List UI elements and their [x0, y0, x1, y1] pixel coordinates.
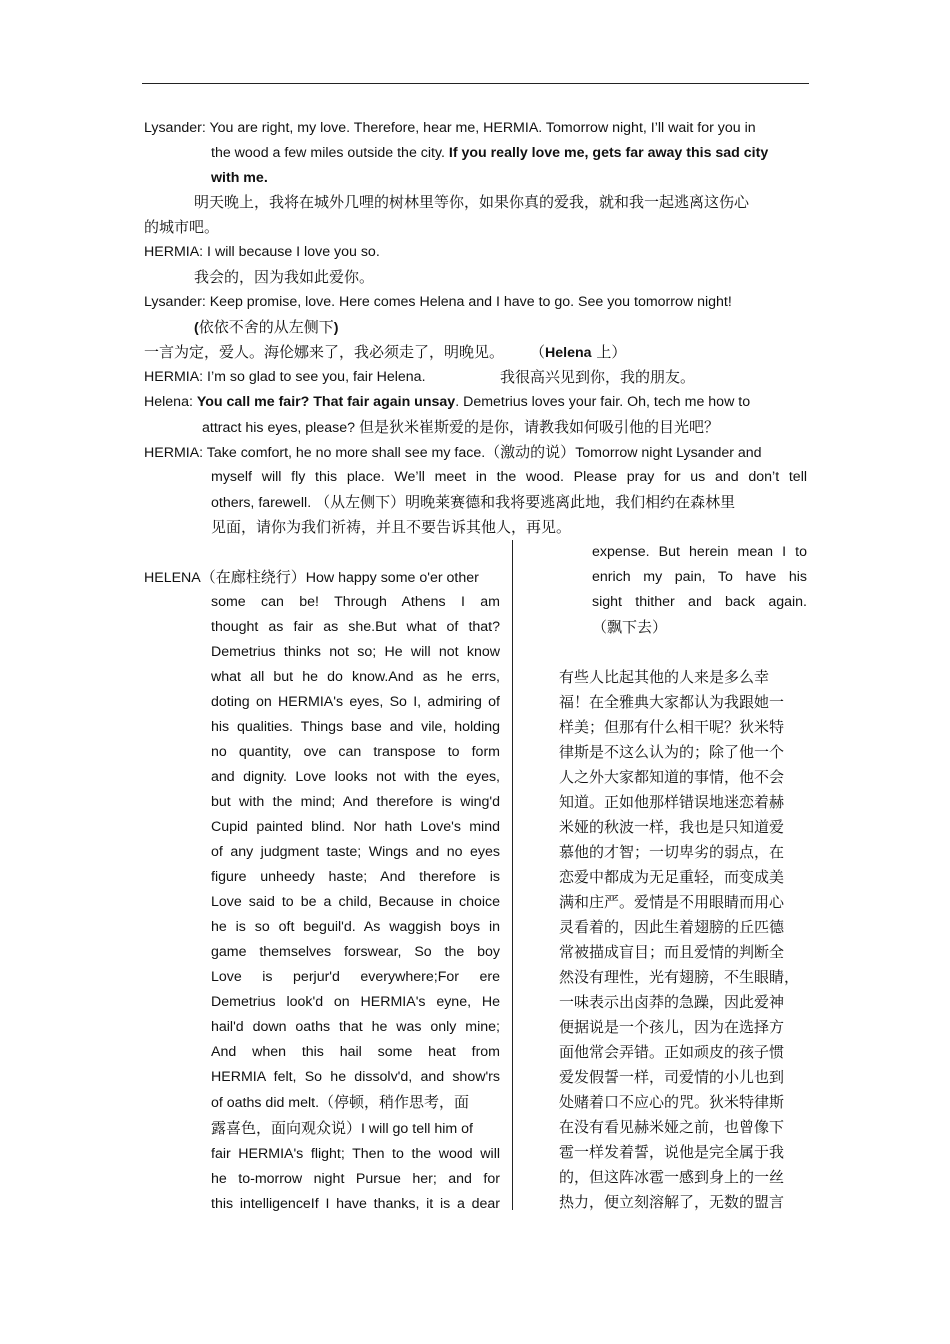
- cn-line: 满和庄严。爱情是不用眼睛而用心: [559, 893, 785, 911]
- hermia-line-3-b: myself will fly this place. We’ll meet in the wood. Please pray for us and don’t tell: [211, 469, 807, 485]
- lysander-line-1-cn: 明天晚上，我将在城外几哩的树林里等你，如果你真的爱我，就和我一起逃离这伤心: [194, 193, 750, 211]
- helena-speaker: Helena:: [144, 394, 197, 410]
- helena-line-1: [144, 390, 750, 415]
- monologue-line: Love said to be a child, Because in choice: [211, 894, 500, 910]
- hermia-line-3-direction: （激动的说）: [485, 443, 576, 461]
- hermia-line-3-c: [211, 490, 735, 516]
- paren-open: (: [194, 320, 199, 336]
- monologue-line: his qualities. Things base and vile, holding: [211, 719, 500, 735]
- monologue-line: doting on HERMIA's eyes, So I, admiring of: [211, 694, 500, 710]
- helena-monologue-cn: [559, 665, 807, 1215]
- monologue-line: Demetrius look'd on HERMIA's eyne, He: [211, 994, 500, 1010]
- helena-monologue-en-cont: [592, 540, 807, 640]
- hermia-line-1-cn: 我会的，因为我如此爱你。: [194, 268, 375, 286]
- cn-line: 一味表示出卤莽的急躁，因此爱神: [559, 993, 785, 1011]
- monologue-line: what all but he do know.And as he errs,: [211, 669, 500, 685]
- monologue-line: some can be! Through Athens I am: [211, 594, 500, 610]
- lysander-line-2-cn-row: [144, 340, 626, 366]
- lysander-line-1-plain: the wood a few miles outside the city.: [211, 145, 449, 161]
- monologue-line: And when this hail some heat from: [211, 1044, 500, 1060]
- cn-line: 灵看着的，因此生着翅膀的丘匹德: [559, 918, 785, 936]
- hermia-line-2: HERMIA: I’m so glad to see you, fair Helena.: [144, 369, 426, 385]
- cn-line: 人之外大家都知道的事情，他不会: [559, 768, 785, 786]
- hermia-line-1: HERMIA: I will because I love you so.: [144, 244, 380, 260]
- monologue-line: game themselves forswear, So the boy: [211, 944, 500, 960]
- lysander-stage-direction: [194, 315, 338, 341]
- monologue-cont-line: sight thither and back again.: [592, 594, 807, 610]
- helena-enter-name: Helena: [545, 345, 592, 361]
- helena-monologue-first-text: How happy some o'er other: [305, 570, 479, 586]
- lysander-line-1: Lysander: You are right, my love. Therefore, hear me, HERMIA. Tomorrow night, I’ll wait for you in: [144, 120, 756, 136]
- stage-direction-cn: 依依不舍的从左侧下: [198, 318, 334, 336]
- lysander-line-2: Lysander: Keep promise, love. Here comes Helena and I have to go. See you tomorrow night!: [144, 294, 732, 310]
- helena-monologue-en: [211, 590, 500, 1217]
- cn-line: 样美；但那有什么相干呢？狄米特: [559, 718, 785, 736]
- header-rule: [142, 83, 809, 84]
- monologue-mixed-en: of oaths did melt.: [211, 1095, 320, 1111]
- helena-monologue-speaker: HELENA: [144, 570, 201, 586]
- cn-line: 恋爱中都成为无足重轻，而变成美: [559, 868, 785, 886]
- cn-line: 知道。正如他那样错误地迷恋着赫: [559, 793, 785, 811]
- hermia-line-2-cn: 我很高兴见到你，我的朋友。: [500, 368, 696, 386]
- monologue-line: and dignity. Love looks not with the eyes,: [211, 769, 500, 785]
- monologue-line-mixed: [211, 1090, 500, 1116]
- monologue-line: he to-morrow night Pursue her; and for: [211, 1171, 500, 1187]
- cn-line: 然没有理性，光有翅膀，不生眼睛，: [559, 968, 800, 986]
- cn-line: 米娅的秋波一样，我也是只知道爱: [559, 818, 785, 836]
- monologue-line: but with the mind; And therefore is wing'd: [211, 794, 500, 810]
- hermia-line-3-c-en: others, farewell.: [211, 495, 312, 511]
- cn-line: 有些人比起其他的人来是多么幸: [559, 668, 770, 686]
- monologue-cont-line: enrich my pain, To have his: [592, 569, 807, 585]
- lysander-line-1-bold: If you really love me, gets far away this sad city: [448, 145, 769, 161]
- column-divider: [512, 540, 513, 1210]
- helena-enter-text: 上）: [591, 343, 627, 361]
- monologue-line: HERMIA felt, So he dissolv'd, and show'rs: [211, 1069, 500, 1085]
- monologue-line: Demetrius thinks not so; He will not know: [211, 644, 500, 660]
- hermia-line-3: [144, 440, 762, 466]
- enter-paren-open: （: [530, 343, 546, 361]
- monologue-line: this intelligenceIf I have thanks, it is a dear: [211, 1196, 500, 1212]
- helena-line-1-bold: You call me fair? That fair again unsay: [196, 394, 456, 410]
- cn-line: 福！在全雅典大家都认为我跟她一: [559, 693, 785, 711]
- monologue-line: Love is perjur'd everywhere;For ere: [211, 969, 500, 985]
- helena-line-1-rest: . Demetrius loves your fair. Oh, tech me how to: [455, 394, 751, 410]
- cn-line: 爱发假誓一样，司爱情的小儿也到: [559, 1068, 785, 1086]
- hermia-line-3-en: HERMIA: Take comfort, he no more shall see my face.: [144, 445, 486, 461]
- hermia-line-3-d: 见面，请你为我们祈祷，并且不要告诉其他人，再见。: [211, 518, 572, 536]
- lysander-line-2-cn: 一言为定，爱人。海伦娜来了，我必须走了，明晚见。: [144, 343, 505, 361]
- monologue-line-mixed-2: [211, 1116, 500, 1142]
- cn-line: 慕他的才智；一切卑劣的弱点，在: [559, 843, 785, 861]
- cn-line: 的，但这阵冰雹一感到身上的一丝: [559, 1168, 785, 1186]
- helena-line-1-en: attract his eyes, please?: [202, 420, 355, 436]
- cn-line: 面他常会弄错。正如顽皮的孩子惯: [559, 1043, 785, 1061]
- cn-line: 便据说是一个孩儿，因为在选择方: [559, 1018, 785, 1036]
- lysander-line-1-bold-end: with me.: [211, 170, 268, 186]
- monologue-line: figure unheedy haste; And therefore is: [211, 869, 500, 885]
- paren-close: ): [333, 320, 339, 336]
- monologue-line: fair HERMIA's flight; Then to the wood will: [211, 1146, 500, 1162]
- monologue-mixed-cn: （停顿，稍作思考，面: [319, 1093, 470, 1111]
- lysander-line-1-end: [211, 166, 268, 191]
- hermia-line-3-c-cn: （从左侧下）明晚莱赛德和我将要逃离此地，我们相约在森林里: [315, 493, 736, 511]
- monologue-mixed2-en: I will go tell him of: [361, 1121, 473, 1137]
- monologue-cont-line: expense. But herein mean I to: [592, 544, 807, 560]
- helena-line-1-cont: [202, 415, 719, 441]
- cn-line: 律斯是不这么认为的；除了他一个: [559, 743, 785, 761]
- monologue-line: Cupid painted blind. Nor hath Love's mind: [211, 819, 500, 835]
- lysander-line-1-cn-cont: 的城市吧。: [144, 218, 220, 236]
- cn-line: 常被描成盲目；而且爱情的判断全: [559, 943, 785, 961]
- helena-monologue-direction: （在廊柱绕行）: [200, 568, 306, 586]
- helena-monologue-first-line: [144, 565, 479, 591]
- cn-line: 雹一样发着誓，说他是完全属于我: [559, 1143, 785, 1161]
- monologue-mixed2-cn: 露喜色，面向观众说）: [211, 1119, 362, 1137]
- monologue-line: thought as fair as she.But what of that?: [211, 619, 500, 635]
- hermia-line-3-rest: Tomorrow night Lysander and: [575, 445, 762, 461]
- monologue-line: of any judgment taste; Wings and no eyes: [211, 844, 500, 860]
- cn-line: 处赌着口不应心的咒。狄米特律斯: [559, 1093, 785, 1111]
- helena-line-1-cn: 但是狄米崔斯爱的是你，请教我如何吸引他的目光吧？: [358, 418, 719, 436]
- monologue-line: no quantity, ove can transpose to form: [211, 744, 500, 760]
- monologue-line: hail'd down oaths that he was only mine;: [211, 1019, 500, 1035]
- cn-line: 在没有看见赫米娅之前，也曾像下: [559, 1118, 785, 1136]
- lysander-line-1-cont: [211, 141, 768, 166]
- monologue-exit-direction: （飘下去）: [592, 618, 668, 636]
- cn-line: 热力，便立刻溶解了，无数的盟言: [559, 1193, 785, 1211]
- monologue-line: he is so oft beguil'd. As waggish boys in: [211, 919, 500, 935]
